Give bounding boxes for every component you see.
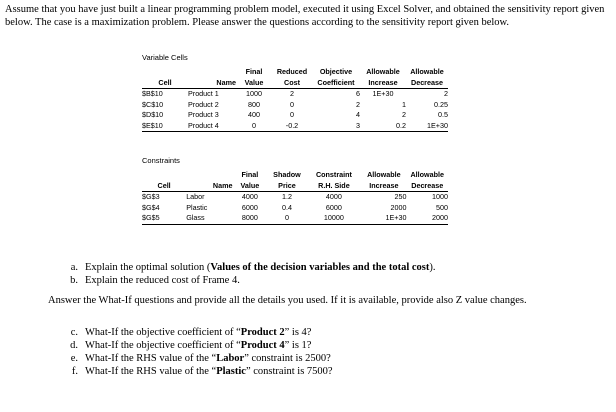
allowable-increase: 1E+30 [372, 89, 394, 98]
final-value: 400 [248, 110, 260, 119]
header-cell: Constraint [315, 170, 352, 179]
variable-cells-table [142, 67, 448, 132]
header-cell: Increase [361, 181, 406, 192]
final-value: 4000 [241, 192, 258, 201]
cell-ref: $C$10 [142, 99, 164, 109]
cell-ref: $G$5 [142, 213, 186, 224]
cell-ref: $D$10 [142, 110, 164, 119]
question-text: Explain the optimal solution ( [85, 262, 211, 273]
question-label: a. [70, 262, 78, 273]
question-emphasis: Labor [216, 353, 245, 364]
shadow-price: 0 [267, 213, 306, 224]
question-label: d. [70, 340, 78, 351]
table-row [142, 110, 448, 121]
constraints-label: Constraints [142, 156, 180, 165]
row-name: Plastic [186, 202, 208, 212]
allowable-decrease: 1E+30 [406, 121, 448, 132]
header-cell [188, 67, 236, 78]
allowable-decrease: 500 [436, 202, 448, 212]
header-cell: Name [186, 181, 232, 192]
constraints-table [142, 170, 448, 225]
allowable-decrease: 0.5 [438, 110, 448, 119]
question-text-end: ” constraint is 7500? [245, 366, 333, 377]
question-text: What-If the RHS value of the “ [85, 366, 217, 377]
variable-cells-label: Variable Cells [142, 53, 188, 62]
row-name: Product 4 [188, 121, 236, 132]
table-row [142, 192, 448, 203]
header-cell [186, 170, 232, 181]
question-label: b. [70, 275, 78, 286]
question-emphasis: Product 2 [240, 327, 285, 338]
question-label: f. [71, 366, 78, 377]
final-value: 6000 [241, 202, 258, 212]
question-text-end: ” is 1? [284, 340, 312, 351]
reduced-cost: 2 [290, 89, 294, 98]
header-cell: Price [267, 181, 306, 192]
cell-ref: $E$10 [142, 121, 188, 132]
row-name: Glass [186, 213, 232, 224]
header-cell: Allowable [367, 170, 401, 179]
final-value: 0 [236, 121, 272, 132]
question-c [56, 327, 311, 340]
table-row [142, 121, 448, 132]
instruction-text: Answer the What-If questions and provide all the details you used. If it is available, provide also Z value changes. [48, 295, 527, 306]
allowable-decrease: 1000 [432, 192, 448, 201]
row-name: Product 3 [188, 110, 219, 119]
header-cell: Value [236, 78, 272, 89]
header-cell: Decrease [406, 78, 448, 89]
row-name: Labor [186, 192, 205, 201]
header-cell: Cell [142, 181, 186, 192]
header-cell: Objective [319, 67, 353, 76]
objective-coefficient: 6 [356, 89, 360, 98]
variable-cells-header-1 [142, 67, 448, 78]
sensitivity-report [138, 48, 448, 243]
cell-ref: $G$3 [142, 192, 160, 201]
question-emphasis: Plastic [216, 366, 246, 377]
reduced-cost: 0 [290, 99, 294, 109]
rhs-value: 10000 [307, 213, 362, 224]
cell-ref: $B$10 [142, 89, 163, 98]
header-cell: Increase [360, 78, 406, 89]
objective-coefficient: 3 [312, 121, 360, 132]
allowable-increase: 250 [394, 192, 407, 201]
question-label: e. [70, 353, 78, 364]
question-emphasis: Values of the decision variables and the total cost [210, 262, 430, 273]
allowable-decrease: 2000 [406, 213, 448, 224]
header-cell [142, 170, 186, 181]
question-text: Explain the reduced cost of Frame 4. [85, 275, 240, 286]
variable-cells-header-2 [142, 78, 448, 89]
objective-coefficient: 2 [356, 99, 360, 109]
question-text: What-If the objective coefficient of “ [85, 340, 241, 351]
row-name: Product 2 [188, 99, 219, 109]
table-row [142, 100, 448, 111]
reduced-cost: -0.2 [272, 121, 312, 132]
row-name: Product 1 [188, 89, 219, 98]
header-cell: R.H. Side [307, 181, 362, 192]
question-emphasis: Product 4 [240, 340, 285, 351]
allowable-decrease: 0.25 [434, 99, 448, 109]
final-value: 800 [248, 99, 260, 109]
header-cell: Reduced [276, 67, 308, 76]
header-cell [142, 67, 188, 78]
final-value: 1000 [246, 89, 262, 98]
objective-coefficient: 4 [356, 110, 360, 119]
header-cell: Allowable [410, 170, 445, 179]
header-cell: Decrease [406, 181, 448, 192]
constraints-header-1 [142, 170, 448, 181]
cell-ref: $G$4 [142, 202, 160, 212]
table-row [142, 203, 448, 214]
question-a [56, 262, 435, 275]
allowable-increase: 2000 [390, 202, 407, 212]
question-text-end: ” is 4? [284, 327, 312, 338]
allowable-increase: 1 [402, 99, 406, 109]
question-text: What-If the objective coefficient of “ [85, 327, 241, 338]
rhs-value: 6000 [325, 202, 342, 212]
intro-paragraph: Assume that you have just built a linear programming problem model, executed it using Excel Solver, and obtained the sensitivity report given below. The case is a maximization problem. Please answer the questions according to the sensitivity report given below. [5, 4, 605, 28]
header-cell: Coefficient [312, 78, 360, 89]
question-text-end: ” constraint is 2500? [244, 353, 331, 364]
question-f [56, 366, 333, 379]
header-cell: Shadow [273, 170, 301, 179]
rhs-value: 4000 [325, 192, 342, 201]
question-label: c. [70, 327, 78, 338]
question-b [56, 275, 240, 288]
shadow-price: 1.2 [281, 192, 292, 201]
question-text: What-If the RHS value of the “ [85, 353, 217, 364]
constraints-header-2 [142, 181, 448, 192]
question-text-end: ). [429, 262, 436, 273]
header-cell: Final [245, 67, 263, 76]
question-e [56, 353, 331, 366]
header-cell: Value [232, 181, 267, 192]
reduced-cost: 0 [290, 110, 294, 119]
header-cell: Name [188, 78, 236, 89]
header-cell: Cell [142, 78, 188, 89]
table-row [142, 213, 448, 224]
allowable-increase: 1E+30 [361, 213, 406, 224]
allowable-increase: 2 [402, 110, 406, 119]
allowable-increase: 0.2 [360, 121, 406, 132]
question-d [56, 340, 311, 353]
shadow-price: 0.4 [281, 202, 292, 212]
header-cell: Allowable [366, 67, 400, 76]
allowable-decrease: 2 [444, 89, 448, 98]
table-row [142, 89, 448, 100]
final-value: 8000 [232, 213, 267, 224]
header-cell: Allowable [410, 67, 444, 76]
header-cell: Final [241, 170, 259, 179]
header-cell: Cost [272, 78, 312, 89]
